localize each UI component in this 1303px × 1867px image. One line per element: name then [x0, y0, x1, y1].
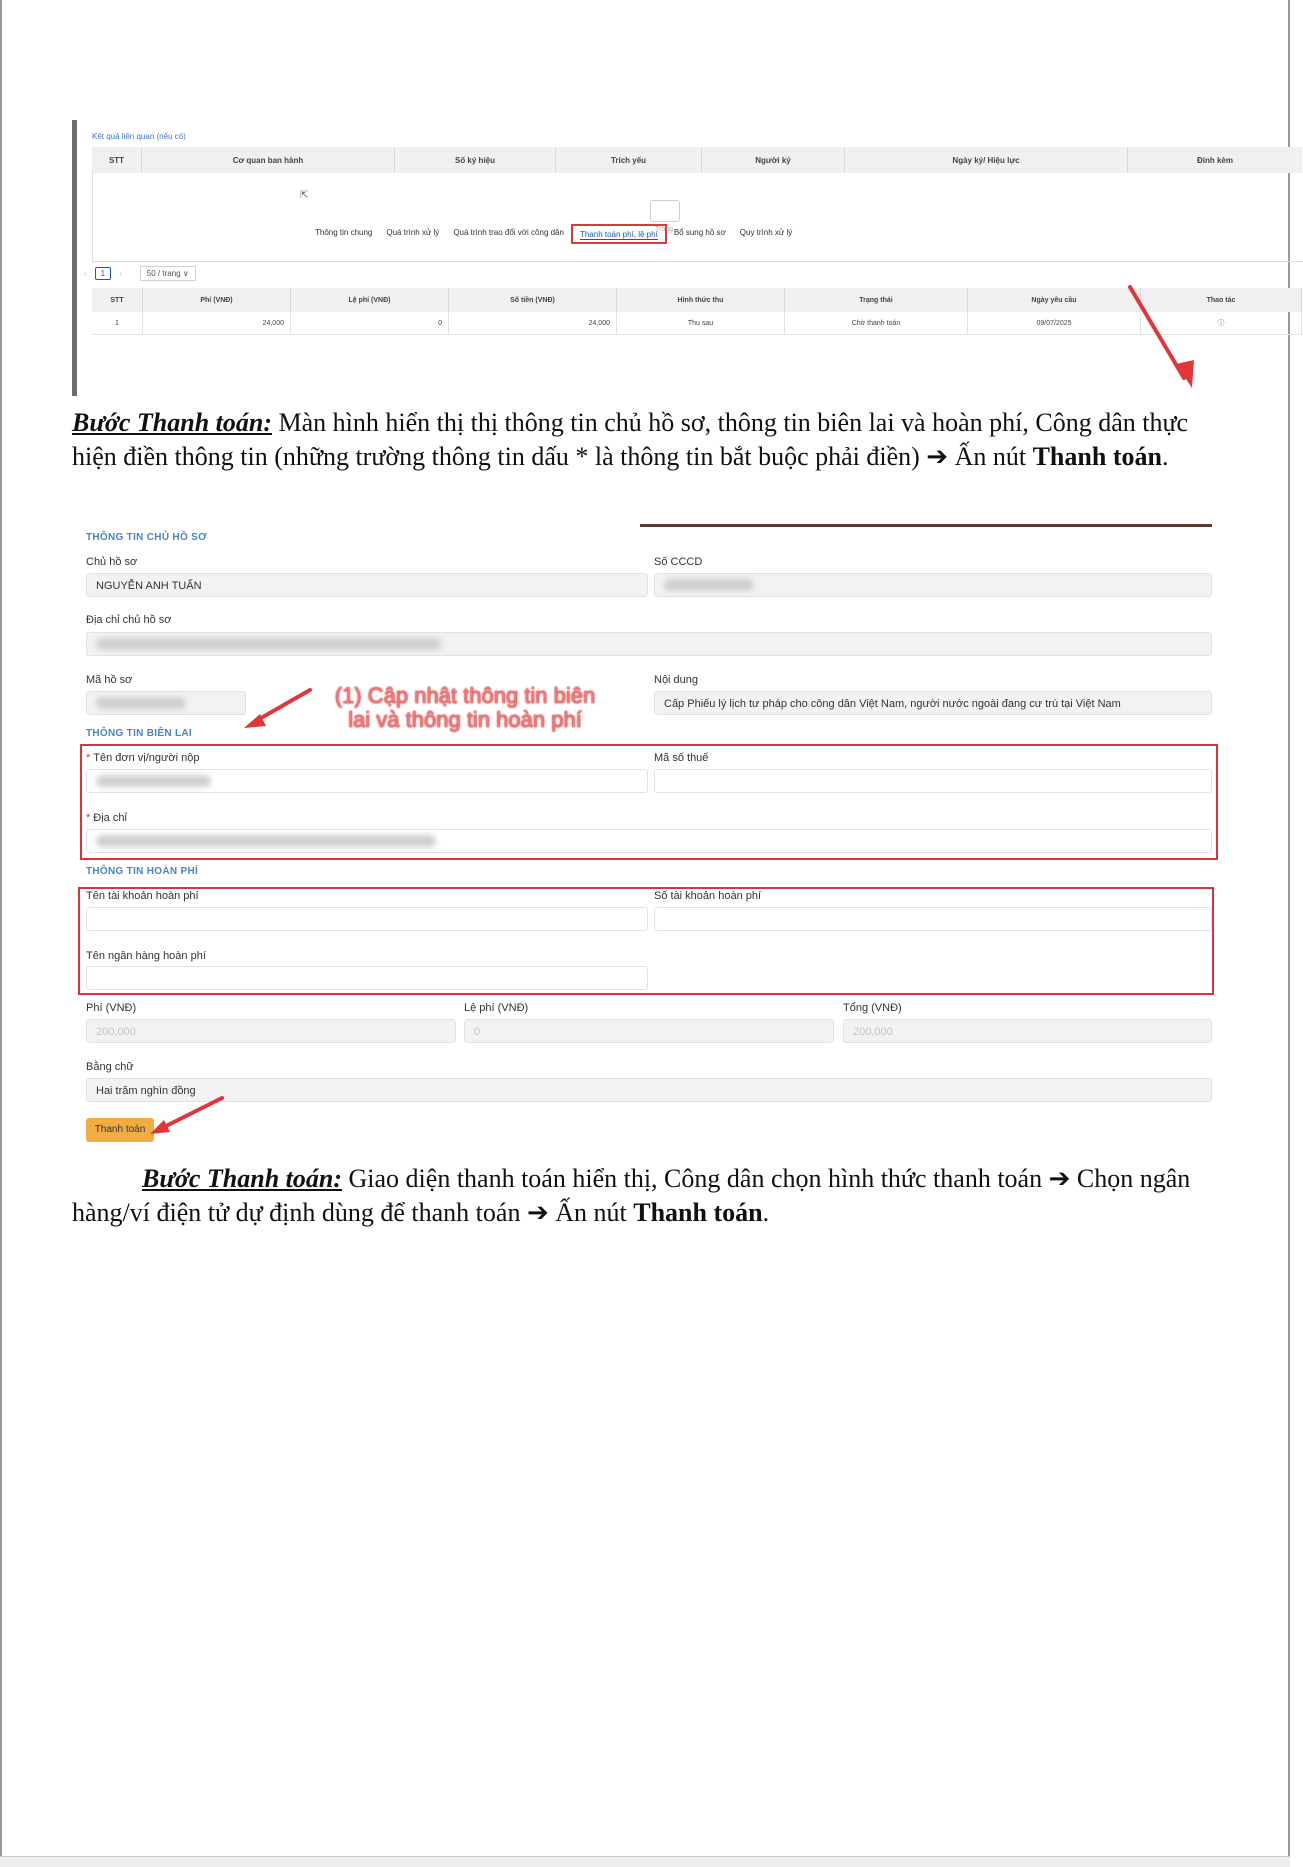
column-header: Người ký	[702, 147, 845, 173]
annotation-line-1: (1) Cập nhật thông tin biên	[334, 683, 596, 708]
bottom-strip	[0, 1856, 1290, 1867]
total-label: Tổng (VNĐ)	[843, 1002, 902, 1014]
charge-field: 0	[464, 1019, 834, 1043]
refund-account-name-field[interactable]	[86, 907, 648, 931]
content-label: Nội dung	[654, 674, 699, 686]
column-header: Lệ phí (VNĐ)	[291, 288, 449, 312]
tab-citizen-exchange[interactable]: Quá trình trao đổi với công dân	[453, 228, 564, 237]
table-header-row	[92, 147, 1302, 173]
file-code-label: Mã hồ sơ	[86, 674, 133, 686]
page-border-right	[1288, 0, 1290, 1866]
annotation-text	[300, 684, 630, 732]
paragraph-text: Giao diện thanh toán hiển thị, Công dân chọn hình thức thanh toán ➔ Chọn ngân hàng/ví điện tử dự định dùng để thanh toán ➔ Ấn nút	[72, 1164, 1191, 1227]
owner-name-label: Chủ hồ sơ	[86, 556, 138, 568]
section-receipt-title: THÔNG TIN BIÊN LAI	[86, 728, 192, 739]
paragraph-text: Màn hình hiển thị thị thông tin chủ hồ sơ, thông tin biên lai và hoàn phí, Công dân thực hiện điền thông tin (những trường thông tin dấu * là thông tin bắt buộc phải điền) ➔ Ấn nút	[72, 408, 1189, 471]
column-header: Đính kèm	[1128, 147, 1303, 173]
cell-method: Thu sau	[617, 312, 785, 335]
cell-fee: 24,000	[143, 312, 291, 335]
step-heading: Bước Thanh toán:	[142, 1164, 343, 1193]
page-border-left	[0, 0, 2, 1866]
related-results-caption: Kết quả liên quan (nếu có)	[92, 132, 186, 141]
column-header: Số tiền (VNĐ)	[449, 288, 617, 312]
red-pointer-arrow	[1120, 282, 1200, 392]
owner-address-label: Địa chỉ chủ hồ sơ	[86, 614, 172, 626]
refund-bank-label: Tên ngân hàng hoàn phí	[86, 950, 206, 962]
cell-date: 09/07/2025	[968, 312, 1141, 335]
column-header: Thao tác	[1141, 288, 1302, 312]
tax-code-field[interactable]	[654, 769, 1212, 793]
cccd-label: Số CCCD	[654, 556, 703, 568]
total-field: 200,000	[843, 1019, 1212, 1043]
required-mark: *	[86, 812, 91, 824]
refund-bank-field[interactable]	[86, 966, 648, 990]
cell-amount: 24,000	[449, 312, 617, 335]
empty-table-area	[92, 171, 1303, 262]
fee-label: Phí (VNĐ)	[86, 1002, 137, 1014]
address-label	[86, 812, 127, 824]
paragraph-end: .	[1161, 442, 1169, 471]
tab-workflow[interactable]: Quy trình xử lý	[739, 228, 793, 237]
tab-general-info[interactable]: Thông tin chung	[315, 228, 373, 237]
redacted-cccd	[664, 579, 754, 591]
paragraph-bold: Thanh toán	[1032, 442, 1162, 471]
mouse-cursor-icon: ⇱	[300, 190, 309, 201]
pay-button-arrow	[146, 1092, 228, 1140]
column-header: Cơ quan ban hành	[142, 147, 395, 173]
tab-fee-payment[interactable]: Thanh toán phí, lệ phí	[571, 224, 667, 244]
paragraph-bold: Thanh toán	[633, 1198, 763, 1227]
refund-account-number-field[interactable]	[654, 907, 1212, 931]
tab-processing[interactable]: Quá trình xử lý	[386, 228, 440, 237]
column-header: Ngày ký/ Hiệu lực	[845, 147, 1128, 173]
detail-tabs	[308, 224, 799, 244]
prev-page-button[interactable]: ‹	[84, 269, 87, 278]
in-words-label: Bằng chữ	[86, 1061, 134, 1073]
cell-charge: 0	[291, 312, 449, 335]
left-bar	[72, 120, 77, 396]
column-header: STT	[92, 288, 143, 312]
content-field[interactable]: Cấp Phiếu lý lịch tư pháp cho công dân Việt Nam, người nước ngoài đang cư trú tại Việt Nam	[654, 691, 1212, 715]
redacted-payer	[96, 775, 211, 787]
owner-name-field[interactable]: NGUYỄN ANH TUẤN	[86, 573, 648, 597]
column-header: STT	[92, 147, 142, 173]
page-size-select[interactable]: 50 / trang ∨	[140, 266, 196, 281]
instruction-paragraph-2	[72, 1162, 1232, 1230]
column-header: Phí (VNĐ)	[143, 288, 291, 312]
payer-label	[86, 752, 199, 764]
column-header: Số ký hiệu	[395, 147, 556, 173]
tax-code-label: Mã số thuế	[654, 752, 709, 764]
top-divider	[640, 524, 1212, 527]
cell-status: Chờ thanh toán	[785, 312, 968, 335]
redacted-address	[96, 638, 441, 650]
annotation-line-2: lai và thông tin hoàn phí	[348, 707, 582, 732]
column-header: Hình thức thu	[617, 288, 785, 312]
redacted-file-code	[96, 697, 186, 709]
in-words-field: Hai trăm nghìn đồng	[86, 1078, 1212, 1102]
pagination	[84, 266, 196, 281]
section-refund-title: THÔNG TIN HOÀN PHÍ	[86, 866, 199, 877]
column-header: Trạng thái	[785, 288, 968, 312]
instruction-paragraph-1	[72, 406, 1232, 474]
address-label-text: Địa chỉ	[93, 812, 127, 824]
pay-button[interactable]: Thanh toán	[86, 1118, 154, 1142]
related-results-table	[92, 147, 1302, 173]
payer-label-text: Tên đơn vị/người nộp	[93, 752, 200, 764]
paragraph-end: .	[762, 1198, 770, 1227]
cell-stt: 1	[92, 312, 143, 335]
charge-label: Lệ phí (VNĐ)	[464, 1002, 529, 1014]
fee-field: 200,000	[86, 1019, 456, 1043]
empty-inbox-icon	[650, 200, 680, 222]
redacted-receipt-address	[96, 835, 436, 847]
column-header: Ngày yêu cầu	[968, 288, 1141, 312]
required-mark: *	[86, 752, 91, 764]
info-action-icon[interactable]: ⓘ	[1141, 312, 1302, 335]
empty-state-text: Trống	[654, 226, 674, 233]
step-heading: Bước Thanh toán:	[72, 408, 273, 437]
refund-account-name-label: Tên tài khoản hoàn phí	[86, 890, 199, 902]
current-page-button[interactable]: 1	[95, 267, 111, 280]
tab-supplement[interactable]: Bổ sung hồ sơ	[673, 228, 726, 237]
refund-account-number-label: Số tài khoản hoàn phí	[654, 890, 762, 902]
related-results-screenshot	[72, 120, 1236, 396]
next-page-button[interactable]: ›	[119, 269, 122, 278]
section-owner-title: THÔNG TIN CHỦ HỒ SƠ	[86, 532, 207, 543]
column-header: Trích yếu	[556, 147, 702, 173]
